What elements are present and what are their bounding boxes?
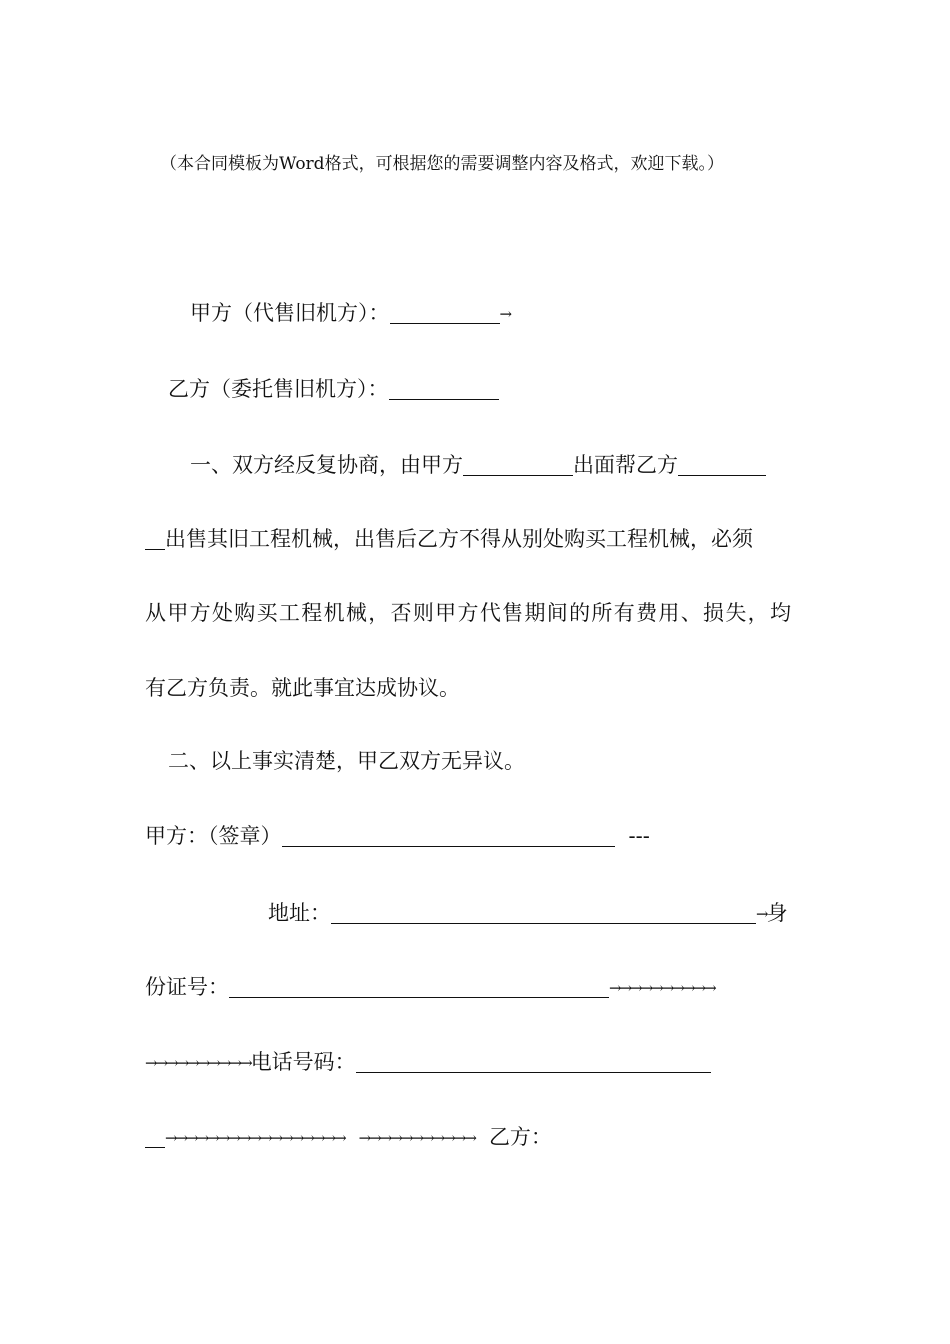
- clause1-text-b: 出面帮乙方: [573, 453, 678, 477]
- arrow-icon: →: [499, 305, 511, 323]
- arrow-row-icon: →→→→→→→→→→→: [358, 1129, 475, 1147]
- arrow-row-icon: →→→→→→→→→→: [145, 1054, 251, 1072]
- address-blank: [331, 901, 756, 924]
- id-prefix: 身: [766, 901, 788, 925]
- party-a-label: 甲方（代售旧机方）：: [190, 301, 390, 325]
- clause1-line3: 从甲方处购买工程机械，否则甲方代售期间的所有费用、损失，均: [145, 601, 791, 625]
- sign-party-a-blank: [282, 824, 615, 847]
- id-label: 份证号：: [145, 975, 229, 999]
- arrow-icon: →: [756, 905, 767, 923]
- clause1-blank-b: [678, 453, 766, 476]
- clause1-line4: 有乙方负责。就此事宜达成协议。: [145, 676, 460, 700]
- sign-dashes: ---: [628, 824, 650, 848]
- clause1-line1: [190, 450, 766, 480]
- id-number-line: [145, 972, 715, 1003]
- party-a-line: [190, 298, 510, 329]
- party-b-label: 乙方（委托售旧机方）：: [168, 377, 389, 401]
- phone-label: 电话号码：: [250, 1050, 356, 1074]
- clause2-line: 二、以上事实清楚，甲乙双方无异议。: [168, 749, 525, 773]
- clause1-line2: [145, 524, 753, 554]
- clause1-blank-a: [463, 453, 573, 476]
- arrow-row-icon: →→→→→→→→→→→→→→→→→: [165, 1129, 345, 1147]
- sign-party-b-label: 乙方：: [488, 1125, 552, 1149]
- party-b-sign-blank: [145, 1125, 165, 1148]
- sign-party-b-line: [145, 1122, 552, 1153]
- sign-party-a-line: [145, 821, 650, 851]
- clause1-text-a: 一、双方经反复协商，由甲方: [190, 453, 463, 477]
- phone-line: [145, 1047, 711, 1078]
- phone-blank: [356, 1050, 711, 1073]
- address-line: [268, 898, 788, 929]
- id-blank: [229, 975, 609, 998]
- template-note: （本合同模板为Word格式，可根据您的需要调整内容及格式，欢迎下载。）: [160, 154, 725, 174]
- party-b-blank: [389, 377, 499, 400]
- party-a-blank: [390, 301, 500, 324]
- address-label: 地址：: [268, 901, 331, 925]
- party-b-line: [168, 374, 499, 404]
- arrow-row-icon: →→→→→→→→→→: [609, 979, 715, 997]
- sign-party-a-label: 甲方：（签章）: [145, 824, 282, 848]
- clause1-blank-c: [145, 527, 165, 550]
- clause1-text-c: 出售其旧工程机械，出售后乙方不得从别处购买工程机械，必须: [165, 527, 753, 551]
